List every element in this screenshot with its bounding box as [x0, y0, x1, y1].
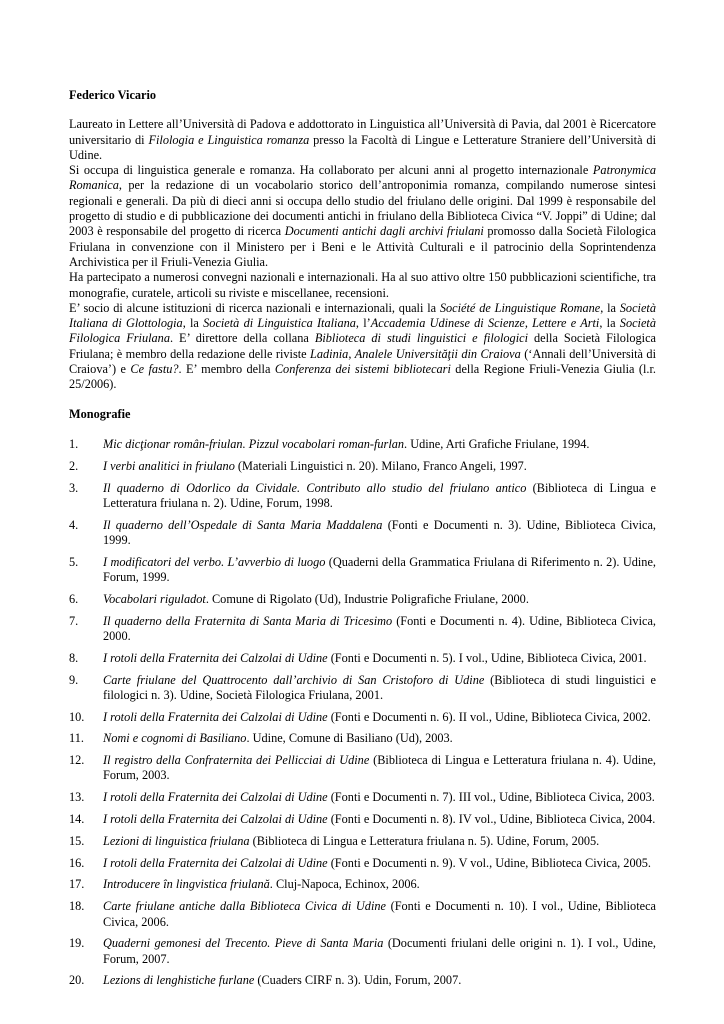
italic-text: Introducere în lingvistica friulană: [103, 877, 270, 892]
item-number: 14.: [69, 812, 85, 827]
item-citation: [103, 899, 656, 930]
item-citation: [103, 614, 656, 645]
list-item: [69, 973, 656, 988]
item-citation: [103, 856, 656, 871]
text-run: presso la Facoltà di Lingue e Letterature Straniere dell’Università di Udine.: [69, 132, 656, 162]
list-item: [69, 614, 656, 645]
item-number: 2.: [69, 458, 79, 473]
text-run: (Quaderni della Grammatica Friulana di Riferimento n. 2). Udine, Forum, 1999.: [103, 554, 656, 585]
text-run: promosso dalla Società Filologica Friulana in convenzione con il Ministero per i Beni e le Attività Culturali e il patrocinio della Soprintendenza Archivistica per il Friuli-Venezia Giulia.: [69, 224, 656, 269]
item-citation: [103, 459, 656, 474]
list-item: [69, 710, 656, 725]
text-run: (Biblioteca di Lingua e Letteratura friulana n. 2). Udine, Forum, 1998.: [103, 480, 656, 510]
text-run: (Fonti e Documenti n. 3). Udine, Biblioteca Civica, 1999.: [103, 517, 656, 547]
italic-text: Biblioteca di studi linguistici e filologici: [314, 331, 528, 346]
text-run: (Fonti e Documenti n. 7). III vol., Udine, Biblioteca Civica, 2003.: [327, 790, 655, 805]
italic-text: Analele Universităţii din Craiova: [354, 346, 521, 361]
item-number: 18.: [69, 899, 85, 914]
item-number: 12.: [69, 753, 85, 768]
text-run: (Fonti e Documenti n. 9). V vol., Udine, Biblioteca Civica, 2005.: [327, 855, 651, 870]
item-number: 19.: [69, 936, 85, 951]
italic-text: Conferenza dei sistemi bibliotecari: [274, 362, 451, 377]
item-citation: [103, 973, 656, 988]
text-run: , per la redazione di un vocabolario storico dell’antroponimia romanza, compilando numerose sintesi regionali e generali. Da più di dieci anni si occupa dello studio del friulano delle origini. Dal 1999 è responsabile del progetto di studio e di pubblicazione dei documenti antichi in friulano della Biblioteca Civica “V. Joppi” di Udine; dal 2003 è responsabile del progetto di ricerca: [69, 178, 656, 239]
text-run: della Società Filologica Friulana; è membro della redazione delle riviste: [69, 331, 656, 361]
text-run: (Biblioteca di studi linguistici e filologici n. 3). Udine, Società Filologica Friulana, 2001.: [103, 672, 656, 702]
italic-text: Società Filologica Friulana: [69, 316, 656, 346]
section-title-monografie: Monografie: [69, 406, 131, 421]
item-citation: [103, 753, 656, 784]
item-citation: [103, 592, 656, 607]
italic-text: Il registro della Confraternita dei Pellicciai di Udine: [103, 753, 370, 768]
list-item: [69, 459, 656, 474]
text-run: ,: [348, 346, 355, 361]
text-run: (Fonti e Documenti n. 4). Udine, Biblioteca Civica, 2000.: [103, 613, 656, 643]
text-run: . Cluj-Napoca, Echinox, 2006.: [269, 877, 420, 892]
list-item: [69, 834, 656, 849]
item-citation: [103, 481, 656, 512]
text-run: Ha partecipato a numerosi convegni nazionali e internazionali. Ha al suo attivo oltre 150 pubblicazioni scientifiche, tra monografie, curatele, articoli su riviste e miscellanee, recensioni.: [69, 270, 656, 300]
item-number: 1.: [69, 436, 79, 451]
italic-text: Accademia Udinese di Scienze, Lettere e Arti: [370, 316, 600, 331]
item-number: 9.: [69, 672, 79, 687]
text-run: , la: [599, 316, 620, 331]
list-item: [69, 790, 656, 805]
list-item: [69, 518, 656, 549]
bio-paragraph: [69, 301, 656, 393]
item-citation: [103, 834, 656, 849]
italic-text: Lezions di lenghistiche furlane: [103, 973, 255, 988]
list-item: [69, 753, 656, 784]
italic-text: I rotoli della Fraternita dei Calzolai di Udine: [103, 709, 328, 724]
list-item: [69, 731, 656, 746]
item-number: 15.: [69, 833, 85, 848]
text-run: E’ socio di alcune istituzioni di ricerca nazionali e internazionali, quali la: [69, 300, 440, 315]
text-run: (Fonti e Documenti n. 10). I vol., Udine, Biblioteca Civica, 2006.: [103, 899, 656, 929]
italic-text: I verbi analitici in friulano: [103, 458, 235, 473]
bio-paragraph: [69, 117, 656, 163]
document-page: [69, 88, 656, 995]
text-run: Laureato in Lettere all’Università di Padova e addottorato in Linguistica all’Università di Pavia, dal 2001 è Ricercatore universitario di: [69, 117, 656, 147]
italic-text: Lezioni di linguistica friulana: [103, 833, 250, 848]
text-run: (Cuaders CIRF n. 3). Udin, Forum, 2007.: [254, 973, 462, 988]
italic-text: Mic dicţionar român-friulan. Pizzul vocabolari roman-furlan: [103, 436, 405, 451]
list-item: [69, 877, 656, 892]
text-run: (‘Annali dell’Università di Craiova’) e: [69, 346, 656, 377]
list-item: [69, 592, 656, 607]
list-item: [69, 481, 656, 512]
text-run: (Fonti e Documenti n. 5). I vol., Udine, Biblioteca Civica, 2001.: [327, 650, 647, 665]
text-run: Si occupa di linguistica generale e romanza. Ha collaborato per alcuni anni al progetto internazionale: [69, 163, 593, 178]
italic-text: Carte friulane del Quattrocento dall’archivio di San Cristoforo di Udine: [103, 672, 485, 687]
list-item: [69, 555, 656, 586]
text-run: (Biblioteca di Lingua e Letteratura friulana n. 5). Udine, Forum, 2005.: [249, 833, 600, 848]
author-name: Federico Vicario: [69, 88, 157, 102]
item-number: 5.: [69, 554, 79, 569]
text-run: (Fonti e Documenti n. 8). IV vol., Udine, Biblioteca Civica, 2004.: [327, 812, 656, 827]
italic-text: Società Italiana di Glottologia: [69, 300, 656, 331]
item-citation: [103, 555, 656, 586]
item-number: 13.: [69, 790, 85, 805]
text-run: , la: [600, 300, 620, 315]
item-number: 7.: [69, 613, 79, 628]
item-number: 6.: [69, 591, 79, 606]
italic-text: Quaderni gemonesi del Trecento. Pieve di Santa Maria: [103, 936, 384, 951]
bio-paragraph: [69, 163, 656, 270]
item-number: 3.: [69, 480, 79, 495]
text-run: , la: [182, 316, 204, 331]
italic-text: Carte friulane antiche dalla Biblioteca Civica di Udine: [103, 899, 386, 914]
text-run: (Biblioteca di Lingua e Letteratura friulana n. 4). Udine, Forum, 2003.: [103, 753, 656, 783]
italic-text: I rotoli della Fraternita dei Calzolai di Udine: [103, 855, 328, 870]
list-item: [69, 437, 656, 452]
item-citation: [103, 790, 656, 805]
text-run: . E’ membro della: [178, 362, 275, 377]
italic-text: Il quaderno di Odorlico da Cividale. Contributo allo studio del friulano antico: [103, 480, 527, 495]
italic-text: Ce fastu?: [130, 362, 179, 377]
italic-text: Patronymica Romanica: [69, 163, 656, 193]
list-item: [69, 651, 656, 666]
item-citation: [103, 812, 656, 827]
item-number: 17.: [69, 877, 85, 892]
italic-text: I modificatori del verbo. L’avverbio di luogo: [103, 554, 326, 569]
item-citation: [103, 518, 656, 549]
italic-text: Société de Linguistique Romane: [439, 300, 601, 315]
item-number: 8.: [69, 650, 79, 665]
list-item: [69, 936, 656, 967]
biography: [69, 117, 656, 392]
text-run: . Udine, Comune di Basiliano (Ud), 2003.: [246, 731, 453, 746]
italic-text: I rotoli della Fraternita dei Calzolai di Udine: [103, 790, 328, 805]
italic-text: Nomi e cognomi di Basiliano: [103, 731, 247, 746]
italic-text: I rotoli della Fraternita dei Calzolai di Udine: [103, 812, 328, 827]
italic-text: Vocabolari riguladot: [103, 591, 206, 606]
italic-text: Società di Linguistica Italiana: [203, 316, 356, 331]
text-run: . Udine, Arti Grafiche Friulane, 1994.: [404, 436, 590, 451]
item-citation: [103, 936, 656, 967]
italic-text: I rotoli della Fraternita dei Calzolai di Udine: [103, 650, 328, 665]
italic-text: Il quaderno dell’Ospedale di Santa Maria Maddalena: [103, 517, 383, 532]
text-run: . Comune di Rigolato (Ud), Industrie Poligrafiche Friulane, 2000.: [205, 591, 529, 606]
item-number: 10.: [69, 709, 85, 724]
item-citation: [103, 731, 656, 746]
item-citation: [103, 710, 656, 725]
item-number: 20.: [69, 973, 85, 988]
text-run: della Regione Friuli-Venezia Giulia (l.r. 25/2006).: [69, 362, 656, 392]
item-number: 4.: [69, 517, 79, 532]
item-citation: [103, 437, 656, 452]
list-item: [69, 812, 656, 827]
item-citation: [103, 673, 656, 704]
monografie-list: [69, 437, 656, 989]
text-run: (Documenti friulani delle origini n. 1). I vol., Udine, Forum, 2007.: [103, 936, 656, 966]
item-citation: [103, 877, 656, 892]
italic-text: Filologia e Linguistica romanza: [148, 132, 310, 147]
list-item: [69, 673, 656, 704]
text-run: . E’ direttore della collana: [169, 331, 315, 346]
item-number: 16.: [69, 855, 85, 870]
item-number: 11.: [69, 731, 84, 746]
italic-text: Ladinia: [310, 346, 349, 361]
bio-paragraph: [69, 270, 656, 301]
italic-text: Documenti antichi dagli archivi friulani: [284, 224, 484, 239]
text-run: (Fonti e Documenti n. 6). II vol., Udine, Biblioteca Civica, 2002.: [327, 709, 651, 724]
item-citation: [103, 651, 656, 666]
list-item: [69, 899, 656, 930]
italic-text: Il quaderno della Fraternita di Santa Maria di Tricesimo: [103, 613, 393, 628]
text-run: , l’: [355, 316, 371, 331]
text-run: (Materiali Linguistici n. 20). Milano, Franco Angeli, 1997.: [234, 458, 527, 473]
list-item: [69, 856, 656, 871]
